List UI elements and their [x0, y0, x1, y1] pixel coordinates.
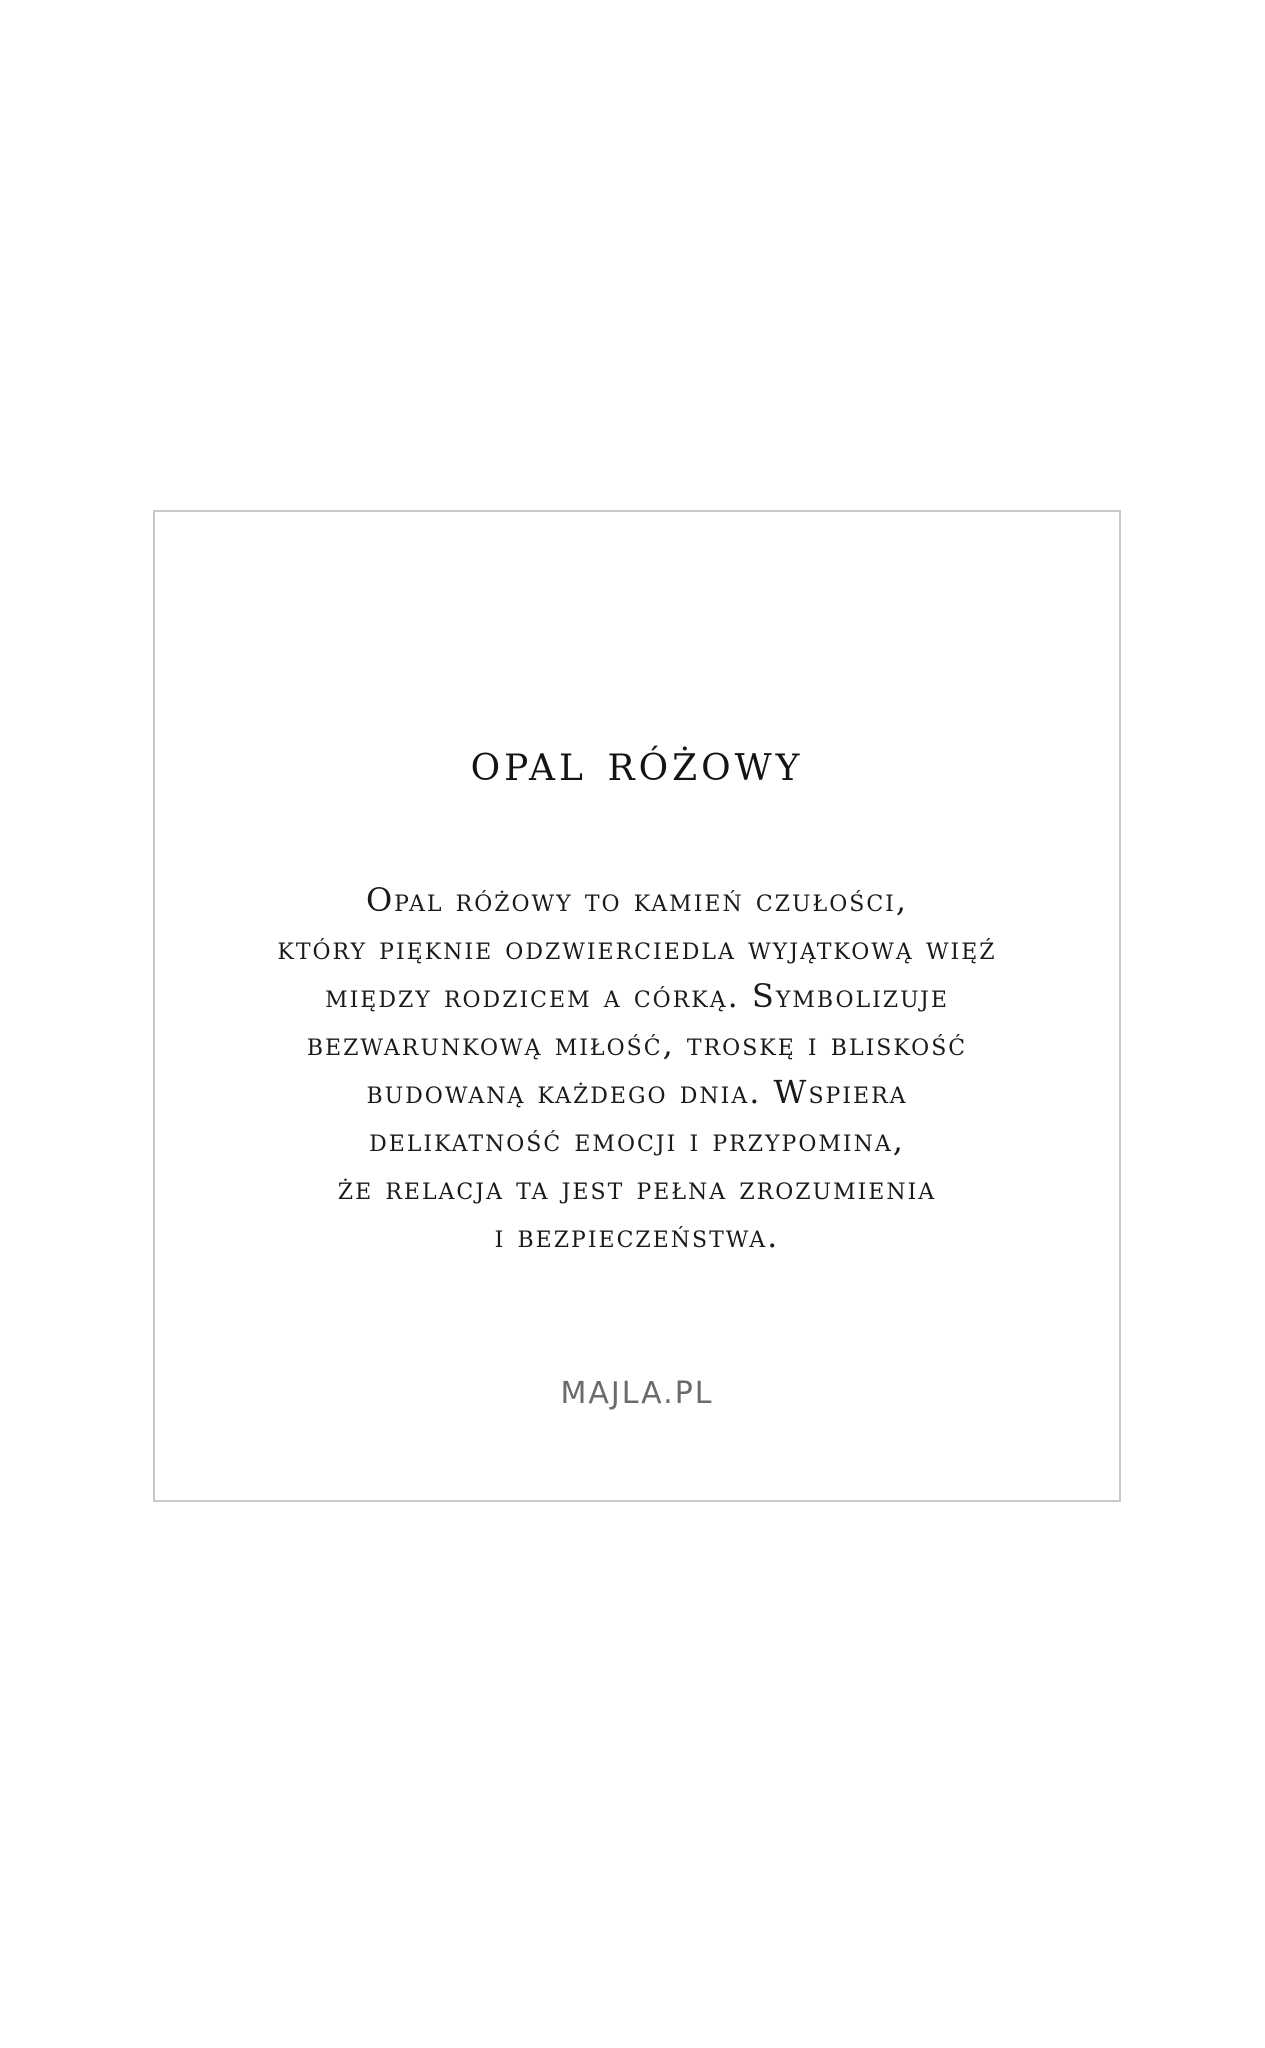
description-line: i bezpieczeństwa. [494, 1217, 780, 1255]
stone-title: opal różowy [470, 733, 804, 793]
description-line: między rodzicem a córką. Symbolizuje [325, 977, 949, 1015]
description-line: Opal różowy to kamień czułości, [365, 881, 909, 919]
brand-name: MAJLA.PL [560, 1376, 714, 1411]
description-line: bezwarunkową miłość, troskę i bliskość [306, 1025, 968, 1063]
description-line: delikatność emocji i przypomina, [369, 1121, 905, 1159]
product-description-card [153, 510, 1121, 1502]
description-line: że relacja ta jest pełna zrozumienia [337, 1169, 937, 1207]
stone-description [195, 876, 1079, 1260]
description-line: budowaną każdego dnia. Wspiera [366, 1073, 908, 1111]
description-line: który pięknie odzwierciedla wyjątkową więź [277, 929, 997, 967]
